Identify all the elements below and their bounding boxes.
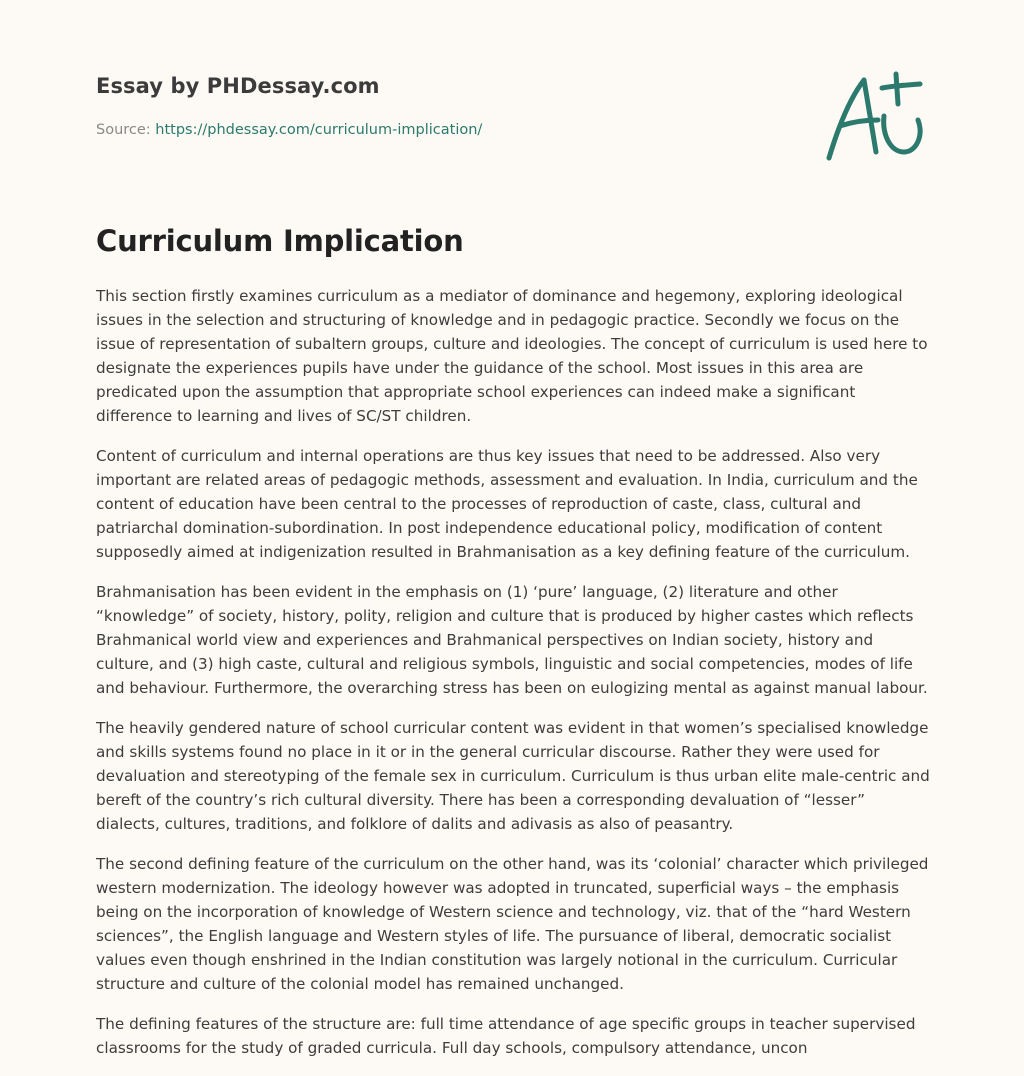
page-header bbox=[96, 74, 796, 138]
site-brand: Essay by PHDessay.com bbox=[96, 74, 380, 98]
source-link[interactable]: https://phdessay.com/curriculum-implication/ bbox=[155, 122, 483, 138]
essay-paragraph-1: This section firstly examines curriculum as a mediator of dominance and hegemony, exploring ideological issues in the selection and structuring of knowledge and in pedagogic practice. Secondly we focus on the issue of representation of subaltern groups, culture and ideologies. The concept of curriculum is used here to designate the experiences pupils have under the guidance of the school. Most issues in this area are predicated upon the assumption that appropriate school experiences can indeed make a significant difference to learning and lives of SC/ST children. bbox=[96, 287, 928, 425]
essay-paragraph-3: Brahmanisation has been evident in the emphasis on (1) ‘pure’ language, (2) literature and other “knowledge” of society, history, polity, religion and culture that is produced by higher castes which reflects Brahmanical world view and experiences and Brahmanical perspectives on Indian society, history and culture, and (3) high caste, cultural and religious symbols, linguistic and social competencies, modes of life and behaviour. Furthermore, the overarching stress has been on eulogizing mental as against manual labour. bbox=[96, 583, 928, 697]
source-line bbox=[96, 122, 796, 138]
source-label: Source: bbox=[96, 122, 151, 138]
a-plus-logo-icon bbox=[820, 68, 930, 168]
essay-title: Curriculum Implication bbox=[96, 224, 464, 258]
essay-body bbox=[96, 284, 932, 1076]
essay-paragraph-4: The heavily gendered nature of school curricular content was evident in that women’s specialised knowledge and skills systems found no place in it or in the general curricular discourse. Rather they were used for devaluation and stereotyping of the female sex in curriculum. Curriculum is thus urban elite male-centric and bereft of the country’s rich cultural diversity. There has been a corresponding devaluation of “lesser” dialects, cultures, traditions, and folklore of dalits and adivasis as also of peasantry. bbox=[96, 719, 930, 833]
essay-paragraph-5: The second defining feature of the curriculum on the other hand, was its ‘colonial’ character which privileged western modernization. The ideology however was adopted in truncated, superficial ways – the emphasis being on the incorporation of knowledge of Western science and technology, viz. that of the “hard Western sciences”, the English language and Western styles of life. The pursuance of liberal, democratic socialist values even though enshrined in the Indian constitution was largely notional in the curriculum. Curricular structure and culture of the colonial model has remained unchanged. bbox=[96, 855, 929, 993]
essay-paragraph-6: The defining features of the structure are: full time attendance of age specific groups in teacher supervised classrooms for the study of graded curricula. Full day schools, compulsory attendance, uncon bbox=[96, 1015, 916, 1057]
essay-paragraph-2: Content of curriculum and internal operations are thus key issues that need to be addressed. Also very important are related areas of pedagogic methods, assessment and evaluation. In India, curriculum and the content of education have been central to the processes of reproduction of caste, class, cultural and patriarchal domination-subordination. In post independence educational policy, modification of content supposedly aimed at indigenization resulted in Brahmanisation as a key defining feature of the curriculum. bbox=[96, 447, 918, 561]
